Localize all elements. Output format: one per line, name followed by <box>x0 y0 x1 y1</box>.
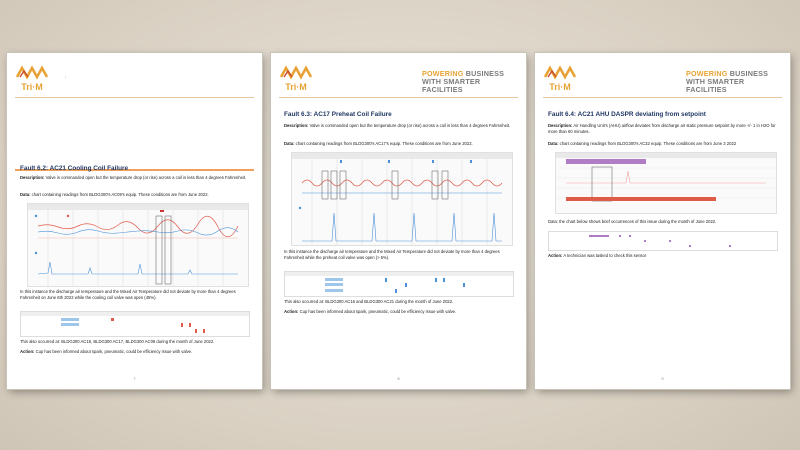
chart-intro-paragraph: Data: the chart below shows brief occurrences of this issue during the month of June 2022. <box>548 219 717 224</box>
occurrence-table <box>284 271 514 297</box>
action-paragraph: Action: A technician was tasked to check this sensor <box>548 253 647 258</box>
header-note: ▪ <box>65 75 67 79</box>
page-title: Fault 6.2: AC21 Cooling Coil Failure <box>20 165 129 172</box>
data-paragraph: Data: chart containing readings from BLDG300's AC32 equip. These conditions are from June 3 2022 <box>548 141 737 146</box>
trim-logo <box>277 65 315 93</box>
svg-text:Tri·M: Tri·M <box>21 82 43 92</box>
description-paragraph: Description: Valve is commanded open but the temperature drop (or rise) across a coil is less than 4 degrees Fahrenheit. <box>20 175 247 180</box>
also-occurred-paragraph: This also occurred at: BLDG300 AC18, BLDG300 AC17, BLDG300 AC09 during the month of June 2022. <box>20 339 215 344</box>
header-divider <box>543 97 782 98</box>
sensor-chart <box>27 203 249 287</box>
finding-paragraph: In this instance the discharge air temperature and the Mixed Air Temperature did not deviate by more than 4 degrees Fahrenheit while the preheat coil valve was open (> 5%). <box>284 249 500 260</box>
occurrence-table <box>20 311 250 337</box>
header-divider <box>279 97 518 98</box>
action-paragraph: Action: Cup has been informed about spark, pneumatic, could be efficiency issue with valve. <box>284 309 457 314</box>
description-paragraph: Description: Air Handling Unit's (AHU) airflow deviates from discharge air static pressure setpoint by more +/- 1 in H2O for more than 60 minutes. <box>548 123 776 134</box>
tagline: POWERING BUSINESS WITH SMARTER FACILITIES <box>422 69 505 95</box>
finding-paragraph: In this instance the discharge air temperature and the Mixed Air Temperature did not deviate by more than 4 degrees Fahrenheit on June 6th 2022 while the cooling coil valve was open (45%). <box>20 289 236 300</box>
document-page-3 <box>535 53 790 389</box>
page-number: 8 <box>397 376 400 381</box>
data-paragraph: Data: chart containing readings from BLDG300's AC09's equip. These conditions are from June 2022. <box>20 192 209 197</box>
page-title: Fault 6.3: AC17 Preheat Coil Failure <box>284 111 392 118</box>
svg-text:Tri·M: Tri·M <box>549 82 571 92</box>
also-occurred-paragraph: This also occurred at: BLDG300 AC16 and BLDG300 AC21 during the month of June 2022. <box>284 299 454 304</box>
svg-text:Tri·M: Tri·M <box>285 82 307 92</box>
action-paragraph: Action: Cup has been informed about spark, pneumatic, could be efficiency issue with valve. <box>20 349 193 354</box>
document-page-1 <box>7 53 262 389</box>
trim-logo <box>541 65 579 93</box>
pressure-chart <box>555 152 777 214</box>
document-page-2 <box>271 53 526 389</box>
sensor-chart <box>291 152 513 246</box>
page-number: 7 <box>133 376 136 381</box>
trim-logo <box>13 65 51 93</box>
header-divider <box>15 97 254 98</box>
occurrence-table <box>548 231 778 251</box>
page-title: Fault 6.4: AC21 AHU DASPR deviating from setpoint <box>548 111 706 118</box>
tagline: POWERING BUSINESS WITH SMARTER FACILITIES <box>686 69 769 95</box>
description-paragraph: Description: Valve is commanded open but the temperature drop (or rise) across a coil is less than 4 degrees Fahrenheit. <box>284 123 511 128</box>
data-paragraph: Data: chart containing readings from BLDG300's AC17's equip. These conditions are from June 2022. <box>284 141 473 146</box>
page-number: 9 <box>661 376 664 381</box>
